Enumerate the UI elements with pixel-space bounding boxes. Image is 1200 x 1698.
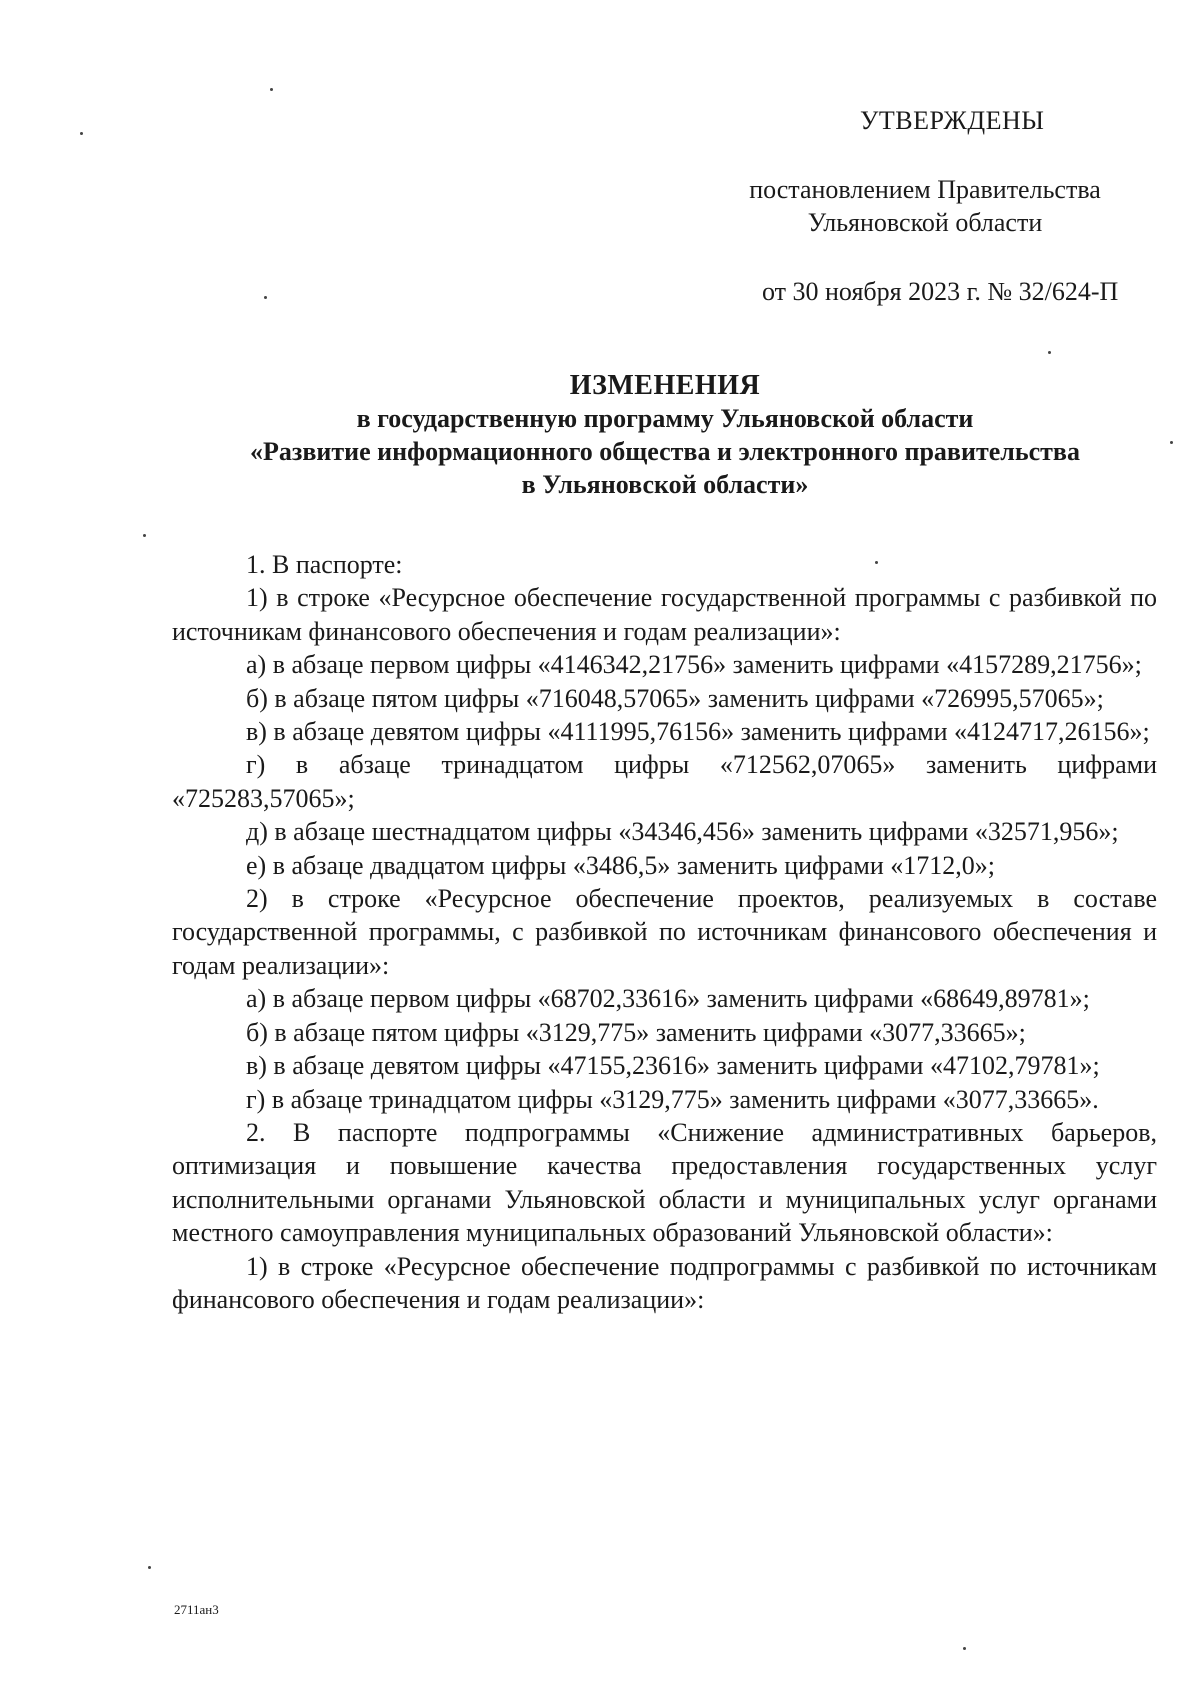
scan-speck <box>143 534 146 537</box>
paragraph: г) в абзаце тринадцатом цифры «712562,07065» заменить цифрами «725283,57065»; <box>172 750 1157 813</box>
decree-date: от 30 ноября 2023 г. № 32/624-П <box>762 277 1119 306</box>
scan-speck <box>875 561 878 564</box>
title-line-3: в Ульяновской области» <box>521 470 809 499</box>
document-title <box>170 369 1160 501</box>
paragraph: 1. В паспорте: <box>246 550 403 579</box>
paragraph: 1) в строке «Ресурсное обеспечение государственной программы с разбивкой по источникам финансового обеспечения и годам реализации»: <box>172 583 1157 646</box>
scan-speck <box>80 132 83 135</box>
paragraph: а) в абзаце первом цифры «68702,33616» заменить цифрами «68649,89781»; <box>246 984 1090 1014</box>
title-line-1: в государственную программу Ульяновской области <box>356 404 974 433</box>
paragraph: а) в абзаце первом цифры «4146342,21756» заменить цифрами «4157289,21756»; <box>246 650 1142 680</box>
decree-line-2: Ульяновской области <box>807 208 1043 237</box>
decree-line-1: постановлением Правительства <box>749 175 1101 204</box>
title-main: ИЗМЕНЕНИЯ <box>569 370 761 401</box>
decree-reference <box>700 173 1150 239</box>
paragraph: 2) в строке «Ресурсное обеспечение проектов, реализуемых в составе государственной программы, с разбивкой по источникам финансового обеспечения и годам реализации»: <box>172 884 1157 980</box>
paragraph: б) в абзаце пятом цифры «3129,775» заменить цифрами «3077,33665»; <box>246 1017 1026 1047</box>
scan-speck <box>270 88 273 91</box>
paragraph: в) в абзаце девятом цифры «47155,23616» заменить цифрами «47102,79781»; <box>246 1051 1100 1081</box>
paragraph: д) в абзаце шестнадцатом цифры «34346,456» заменить цифрами «32571,956»; <box>246 817 1119 847</box>
paragraph: г) в абзаце тринадцатом цифры «3129,775» заменить цифрами «3077,33665». <box>246 1084 1099 1114</box>
paragraph: б) в абзаце пятом цифры «716048,57065» заменить цифрами «726995,57065»; <box>246 683 1104 713</box>
scan-speck <box>264 296 267 299</box>
paragraph: е) в абзаце двадцатом цифры «3486,5» заменить цифрами «1712,0»; <box>246 850 995 880</box>
scan-speck <box>963 1647 966 1650</box>
paragraph: 1) в строке «Ресурсное обеспечение подпрограммы с разбивкой по источникам финансового обеспечения и годам реализации»: <box>172 1251 1157 1314</box>
paragraph: в) в абзаце девятом цифры «4111995,76156» заменить цифрами «4124717,26156»; <box>246 717 1150 747</box>
scan-speck <box>148 1566 151 1569</box>
scan-speck <box>1170 441 1173 444</box>
title-line-2: «Развитие информационного общества и электронного правительства <box>250 437 1080 466</box>
document-body <box>172 548 1157 1316</box>
scan-speck <box>1048 351 1051 354</box>
paragraph: 2. В паспорте подпрограммы «Снижение административных барьеров, оптимизация и повышение качества предоставления государственных услуг исполнительными органами Ульяновской области и муниципальных услуг органами местного самоуправления муниципальных образований Ульяновской области»: <box>172 1117 1157 1248</box>
approval-heading: УТВЕРЖДЕНЫ <box>860 106 1045 135</box>
footer-code: 2711ан3 <box>174 1602 219 1617</box>
